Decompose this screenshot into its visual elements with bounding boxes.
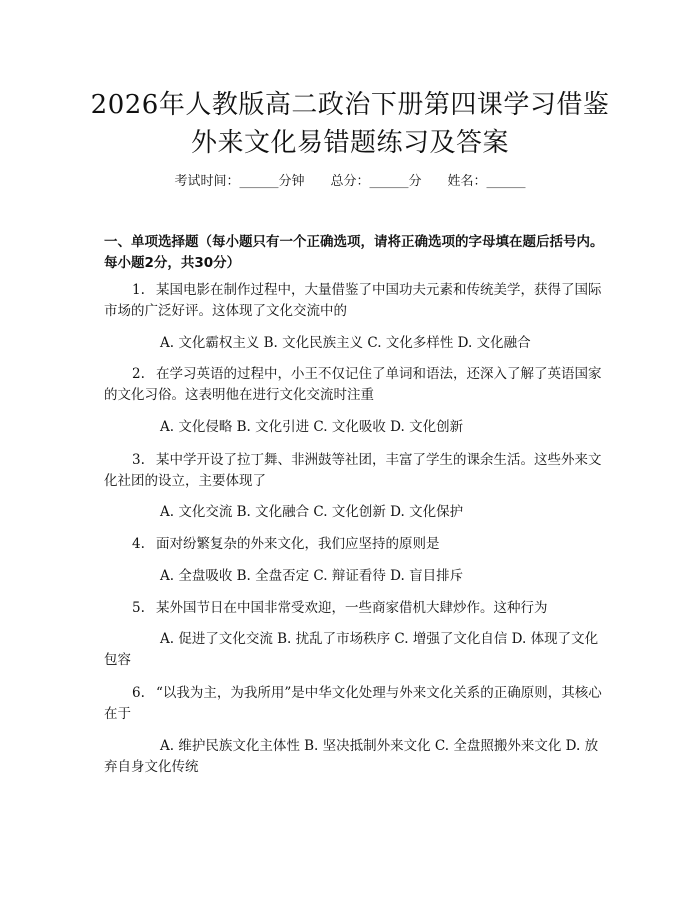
question-stem: 某外国节日在中国非常受欢迎，一些商家借机大肆炒作。这种行为 <box>156 600 548 616</box>
question-stem: 某国电影在制作过程中，大量借鉴了中国功夫元素和传统美学，获得了国际市场的广泛好评。这体现了文化交流中的 <box>104 282 602 319</box>
student-name-field: 姓名：______ <box>447 174 526 189</box>
question-number: 6. <box>132 685 145 701</box>
page-title-line-2: 外来文化易错题练习及答案 <box>190 128 509 158</box>
question-2 <box>104 364 604 406</box>
exam-info-row <box>0 170 700 189</box>
question-number: 4. <box>132 536 145 552</box>
question-stem: “以我为主，为我所用”是中华文化处理与外来文化关系的正确原则，其核心在于 <box>104 685 602 722</box>
question-number: 5. <box>132 600 145 616</box>
question-stem: 在学习英语的过程中，小王不仅记住了单词和语法，还深入了解了英语国家的文化习俗。这表明他在进行文化交流时注重 <box>104 366 602 403</box>
question-number: 3. <box>132 452 145 468</box>
question-stem: 面对纷繁复杂的外来文化，我们应坚持的原则是 <box>156 536 440 552</box>
section-heading: 一、单项选择题（每小题只有一个正确选项，请将正确选项的字母填在题后括号内。每小题2分，共30分） <box>104 234 604 271</box>
question-6 <box>104 683 604 725</box>
total-score-field: 总分：______分 <box>330 174 422 189</box>
question-number: 1. <box>132 282 145 298</box>
question-5-options: A. 促进了文化交流 B. 扰乱了市场秩序 C. 增强了文化自信 D. 体现了文化包容 <box>104 631 599 668</box>
question-1 <box>104 280 604 322</box>
question-4 <box>104 534 604 555</box>
question-2-options: A. 文化侵略 B. 文化引进 C. 文化吸收 D. 文化创新 <box>160 419 464 435</box>
question-3 <box>104 450 604 492</box>
question-3-options: A. 文化交流 B. 文化融合 C. 文化创新 D. 文化保护 <box>160 504 464 520</box>
question-stem: 某中学开设了拉丁舞、非洲鼓等社团，丰富了学生的课余生活。这些外来文化社团的设立，主要体现了 <box>104 452 602 489</box>
question-5 <box>104 598 604 619</box>
question-6-options: A. 维护民族文化主体性 B. 坚决抵制外来文化 C. 全盘照搬外来文化 D. 放弃自身文化传统 <box>104 738 599 775</box>
page-title-line-1: 2026年人教版高二政治下册第四课学习借鉴 <box>90 90 610 120</box>
question-1-options: A. 文化霸权主义 B. 文化民族主义 C. 文化多样性 D. 文化融合 <box>160 335 531 351</box>
question-number: 2. <box>132 366 145 382</box>
exam-time-field: 考试时间：______分钟 <box>174 174 305 189</box>
question-4-options: A. 全盘吸收 B. 全盘否定 C. 辩证看待 D. 盲目排斥 <box>160 568 464 584</box>
